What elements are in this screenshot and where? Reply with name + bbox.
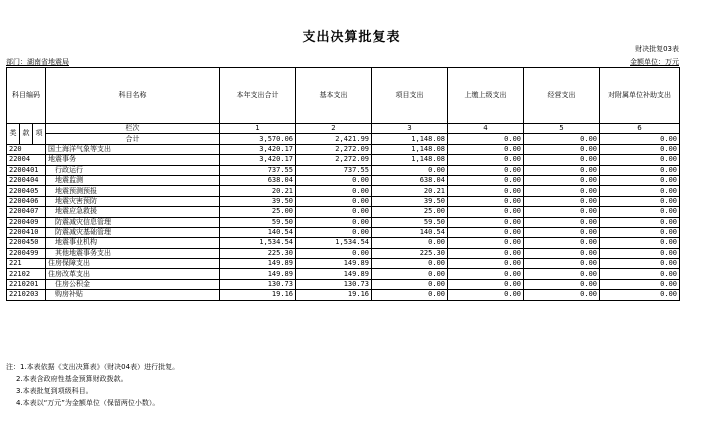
- row-value: 19.16: [220, 290, 296, 300]
- row-value: 0.00: [448, 227, 524, 237]
- total-cell: 1,148.08: [372, 134, 448, 144]
- row-value: 737.55: [296, 165, 372, 175]
- row-code: 2200407: [7, 207, 46, 217]
- row-value: 0.00: [448, 217, 524, 227]
- row-value: 0.00: [448, 186, 524, 196]
- header-subsidy: 对附属单位补助支出: [600, 68, 680, 124]
- row-value: 0.00: [600, 165, 680, 175]
- total-cell: 0.00: [524, 134, 600, 144]
- row-name: 其他地震事务支出: [46, 248, 220, 258]
- row-name: 行政运行: [46, 165, 220, 175]
- department-label: 部门：湖南省地震局: [6, 58, 69, 66]
- row-value: 0.00: [372, 238, 448, 248]
- row-value: 0.00: [296, 217, 372, 227]
- row-value: 0.00: [524, 196, 600, 206]
- row-value: 25.00: [372, 207, 448, 217]
- header-class: 类: [7, 124, 20, 145]
- unit-label: 金额单位：万元: [630, 58, 679, 66]
- row-code: 2200404: [7, 175, 46, 185]
- header-item: 项: [33, 124, 46, 145]
- row-value: 130.73: [220, 279, 296, 289]
- row-value: 0.00: [448, 290, 524, 300]
- row-value: 638.04: [220, 175, 296, 185]
- row-value: 0.00: [448, 269, 524, 279]
- row-code: 22004: [7, 155, 46, 165]
- total-cell: 3,570.06: [220, 134, 296, 144]
- note-line: 4.本表以“万元”为金额单位（保留两位小数）。: [16, 399, 160, 407]
- row-value: 0.00: [448, 165, 524, 175]
- row-value: 0.00: [524, 155, 600, 165]
- header-upper: 上缴上级支出: [448, 68, 524, 124]
- table-row: [7, 175, 680, 185]
- table-row: [7, 227, 680, 237]
- header-total: 本年支出合计: [220, 68, 296, 124]
- row-value: 149.89: [296, 269, 372, 279]
- expenditure-table: [6, 67, 680, 301]
- row-name: 国土海洋气象等支出: [46, 144, 220, 154]
- header-basic: 基本支出: [296, 68, 372, 124]
- note-line: 注：1.本表依据《支出决算表》（财决04表）进行批复。: [6, 363, 180, 371]
- row-value: 0.00: [524, 259, 600, 269]
- row-value: 0.00: [600, 279, 680, 289]
- row-name: 购房补贴: [46, 290, 220, 300]
- row-value: 0.00: [600, 248, 680, 258]
- total-row: [7, 134, 680, 144]
- row-value: 0.00: [448, 279, 524, 289]
- row-value: 0.00: [296, 196, 372, 206]
- row-value: 0.00: [524, 175, 600, 185]
- rownum-cell: 2: [296, 124, 372, 134]
- row-value: 0.00: [600, 290, 680, 300]
- row-value: 0.00: [296, 207, 372, 217]
- row-value: 0.00: [372, 165, 448, 175]
- header-kuan: 款: [20, 124, 33, 145]
- row-value: 225.30: [220, 248, 296, 258]
- row-code: 2200401: [7, 165, 46, 175]
- note-line: 2.本表含政府性基金预算财政拨款。: [16, 375, 128, 383]
- row-value: 0.00: [524, 186, 600, 196]
- rownum-cell: 3: [372, 124, 448, 134]
- rownum-cell: 1: [220, 124, 296, 134]
- row-value: 0.00: [600, 259, 680, 269]
- row-value: 20.21: [220, 186, 296, 196]
- row-value: 0.00: [524, 207, 600, 217]
- row-value: 149.89: [220, 269, 296, 279]
- row-value: 0.00: [296, 175, 372, 185]
- notes: [6, 361, 179, 409]
- row-code: 2200409: [7, 217, 46, 227]
- row-code: 2200406: [7, 196, 46, 206]
- row-code: 220: [7, 144, 46, 154]
- row-value: 0.00: [372, 269, 448, 279]
- row-value: 0.00: [600, 144, 680, 154]
- row-value: 0.00: [296, 248, 372, 258]
- row-name: 地震监测: [46, 175, 220, 185]
- row-value: 2,272.09: [296, 155, 372, 165]
- header-code: 科目编码: [7, 68, 46, 124]
- row-value: 0.00: [296, 186, 372, 196]
- total-cell: 0.00: [600, 134, 680, 144]
- rownum-cell: 6: [600, 124, 680, 134]
- form-number: 财决批复03表: [635, 45, 679, 53]
- row-value: 149.89: [296, 259, 372, 269]
- total-cell: 0.00: [448, 134, 524, 144]
- row-value: 19.16: [296, 290, 372, 300]
- row-name: 防震减灾信息管理: [46, 217, 220, 227]
- row-value: 0.00: [448, 207, 524, 217]
- total-label: 合计: [46, 134, 220, 144]
- row-value: 0.00: [600, 186, 680, 196]
- row-value: 225.30: [372, 248, 448, 258]
- row-value: 3,420.17: [220, 155, 296, 165]
- table-body: [7, 144, 680, 300]
- row-value: 0.00: [524, 217, 600, 227]
- row-value: 0.00: [600, 227, 680, 237]
- row-code: 2210203: [7, 290, 46, 300]
- row-code: 22102: [7, 269, 46, 279]
- row-value: 3,420.17: [220, 144, 296, 154]
- header-name: 科目名称: [46, 68, 220, 124]
- row-code: 2200405: [7, 186, 46, 196]
- row-value: 140.54: [220, 227, 296, 237]
- rownum-cell: 5: [524, 124, 600, 134]
- row-code: 2200499: [7, 248, 46, 258]
- row-value: 0.00: [448, 238, 524, 248]
- row-value: 0.00: [372, 279, 448, 289]
- rownum-row: [7, 124, 680, 134]
- row-code: 2200450: [7, 238, 46, 248]
- row-value: 1,534.54: [296, 238, 372, 248]
- row-value: 0.00: [372, 259, 448, 269]
- table-row: [7, 207, 680, 217]
- row-value: 737.55: [220, 165, 296, 175]
- row-value: 0.00: [524, 269, 600, 279]
- row-value: 59.50: [220, 217, 296, 227]
- table-row: [7, 217, 680, 227]
- table-row: [7, 269, 680, 279]
- row-value: 1,148.08: [372, 155, 448, 165]
- row-name: 地震应急救援: [46, 207, 220, 217]
- table-row: [7, 259, 680, 269]
- row-value: 0.00: [524, 279, 600, 289]
- row-name: 住房改革支出: [46, 269, 220, 279]
- row-name: 防震减灾基础管理: [46, 227, 220, 237]
- table-row: [7, 238, 680, 248]
- header-business: 经营支出: [524, 68, 600, 124]
- row-name: 地震事务: [46, 155, 220, 165]
- table-row: [7, 290, 680, 300]
- row-value: 0.00: [524, 227, 600, 237]
- row-value: 0.00: [448, 248, 524, 258]
- row-value: 149.89: [220, 259, 296, 269]
- row-value: 59.50: [372, 217, 448, 227]
- row-value: 0.00: [600, 238, 680, 248]
- row-value: 0.00: [524, 248, 600, 258]
- table-row: [7, 165, 680, 175]
- row-name: 地震灾害预防: [46, 196, 220, 206]
- row-name: 地震事业机构: [46, 238, 220, 248]
- row-value: 0.00: [600, 269, 680, 279]
- row-value: 39.50: [220, 196, 296, 206]
- row-code: 221: [7, 259, 46, 269]
- row-value: 2,272.09: [296, 144, 372, 154]
- row-value: 0.00: [296, 227, 372, 237]
- row-value: 0.00: [524, 144, 600, 154]
- table-row: [7, 144, 680, 154]
- table-row: [7, 279, 680, 289]
- total-cell: 2,421.99: [296, 134, 372, 144]
- row-name: 住房公积金: [46, 279, 220, 289]
- row-code: 2210201: [7, 279, 46, 289]
- rownum-cell: 4: [448, 124, 524, 134]
- row-value: 25.00: [220, 207, 296, 217]
- row-code: 2200410: [7, 227, 46, 237]
- row-value: 0.00: [600, 207, 680, 217]
- note-line: 3.本表批复到项级科目。: [16, 387, 93, 395]
- row-value: 0.00: [372, 290, 448, 300]
- row-value: 0.00: [524, 238, 600, 248]
- row-value: 39.50: [372, 196, 448, 206]
- row-name: 地震预测预报: [46, 186, 220, 196]
- header-project: 项目支出: [372, 68, 448, 124]
- row-value: 0.00: [448, 259, 524, 269]
- row-value: 140.54: [372, 227, 448, 237]
- table-row: [7, 196, 680, 206]
- table-row: [7, 155, 680, 165]
- row-name: 住房保障支出: [46, 259, 220, 269]
- row-value: 1,148.08: [372, 144, 448, 154]
- table-row: [7, 248, 680, 258]
- rownum-label: 栏次: [46, 124, 220, 134]
- row-value: 638.04: [372, 175, 448, 185]
- page-title: 支出决算批复表: [302, 30, 401, 45]
- row-value: 20.21: [372, 186, 448, 196]
- row-value: 0.00: [524, 290, 600, 300]
- row-value: 0.00: [600, 175, 680, 185]
- row-value: 0.00: [600, 155, 680, 165]
- header-row: [7, 68, 680, 124]
- row-value: 0.00: [524, 165, 600, 175]
- row-value: 0.00: [600, 217, 680, 227]
- row-value: 0.00: [448, 196, 524, 206]
- row-value: 0.00: [448, 175, 524, 185]
- table-row: [7, 186, 680, 196]
- row-value: 1,534.54: [220, 238, 296, 248]
- row-value: 0.00: [448, 144, 524, 154]
- row-value: 130.73: [296, 279, 372, 289]
- row-value: 0.00: [600, 196, 680, 206]
- row-value: 0.00: [448, 155, 524, 165]
